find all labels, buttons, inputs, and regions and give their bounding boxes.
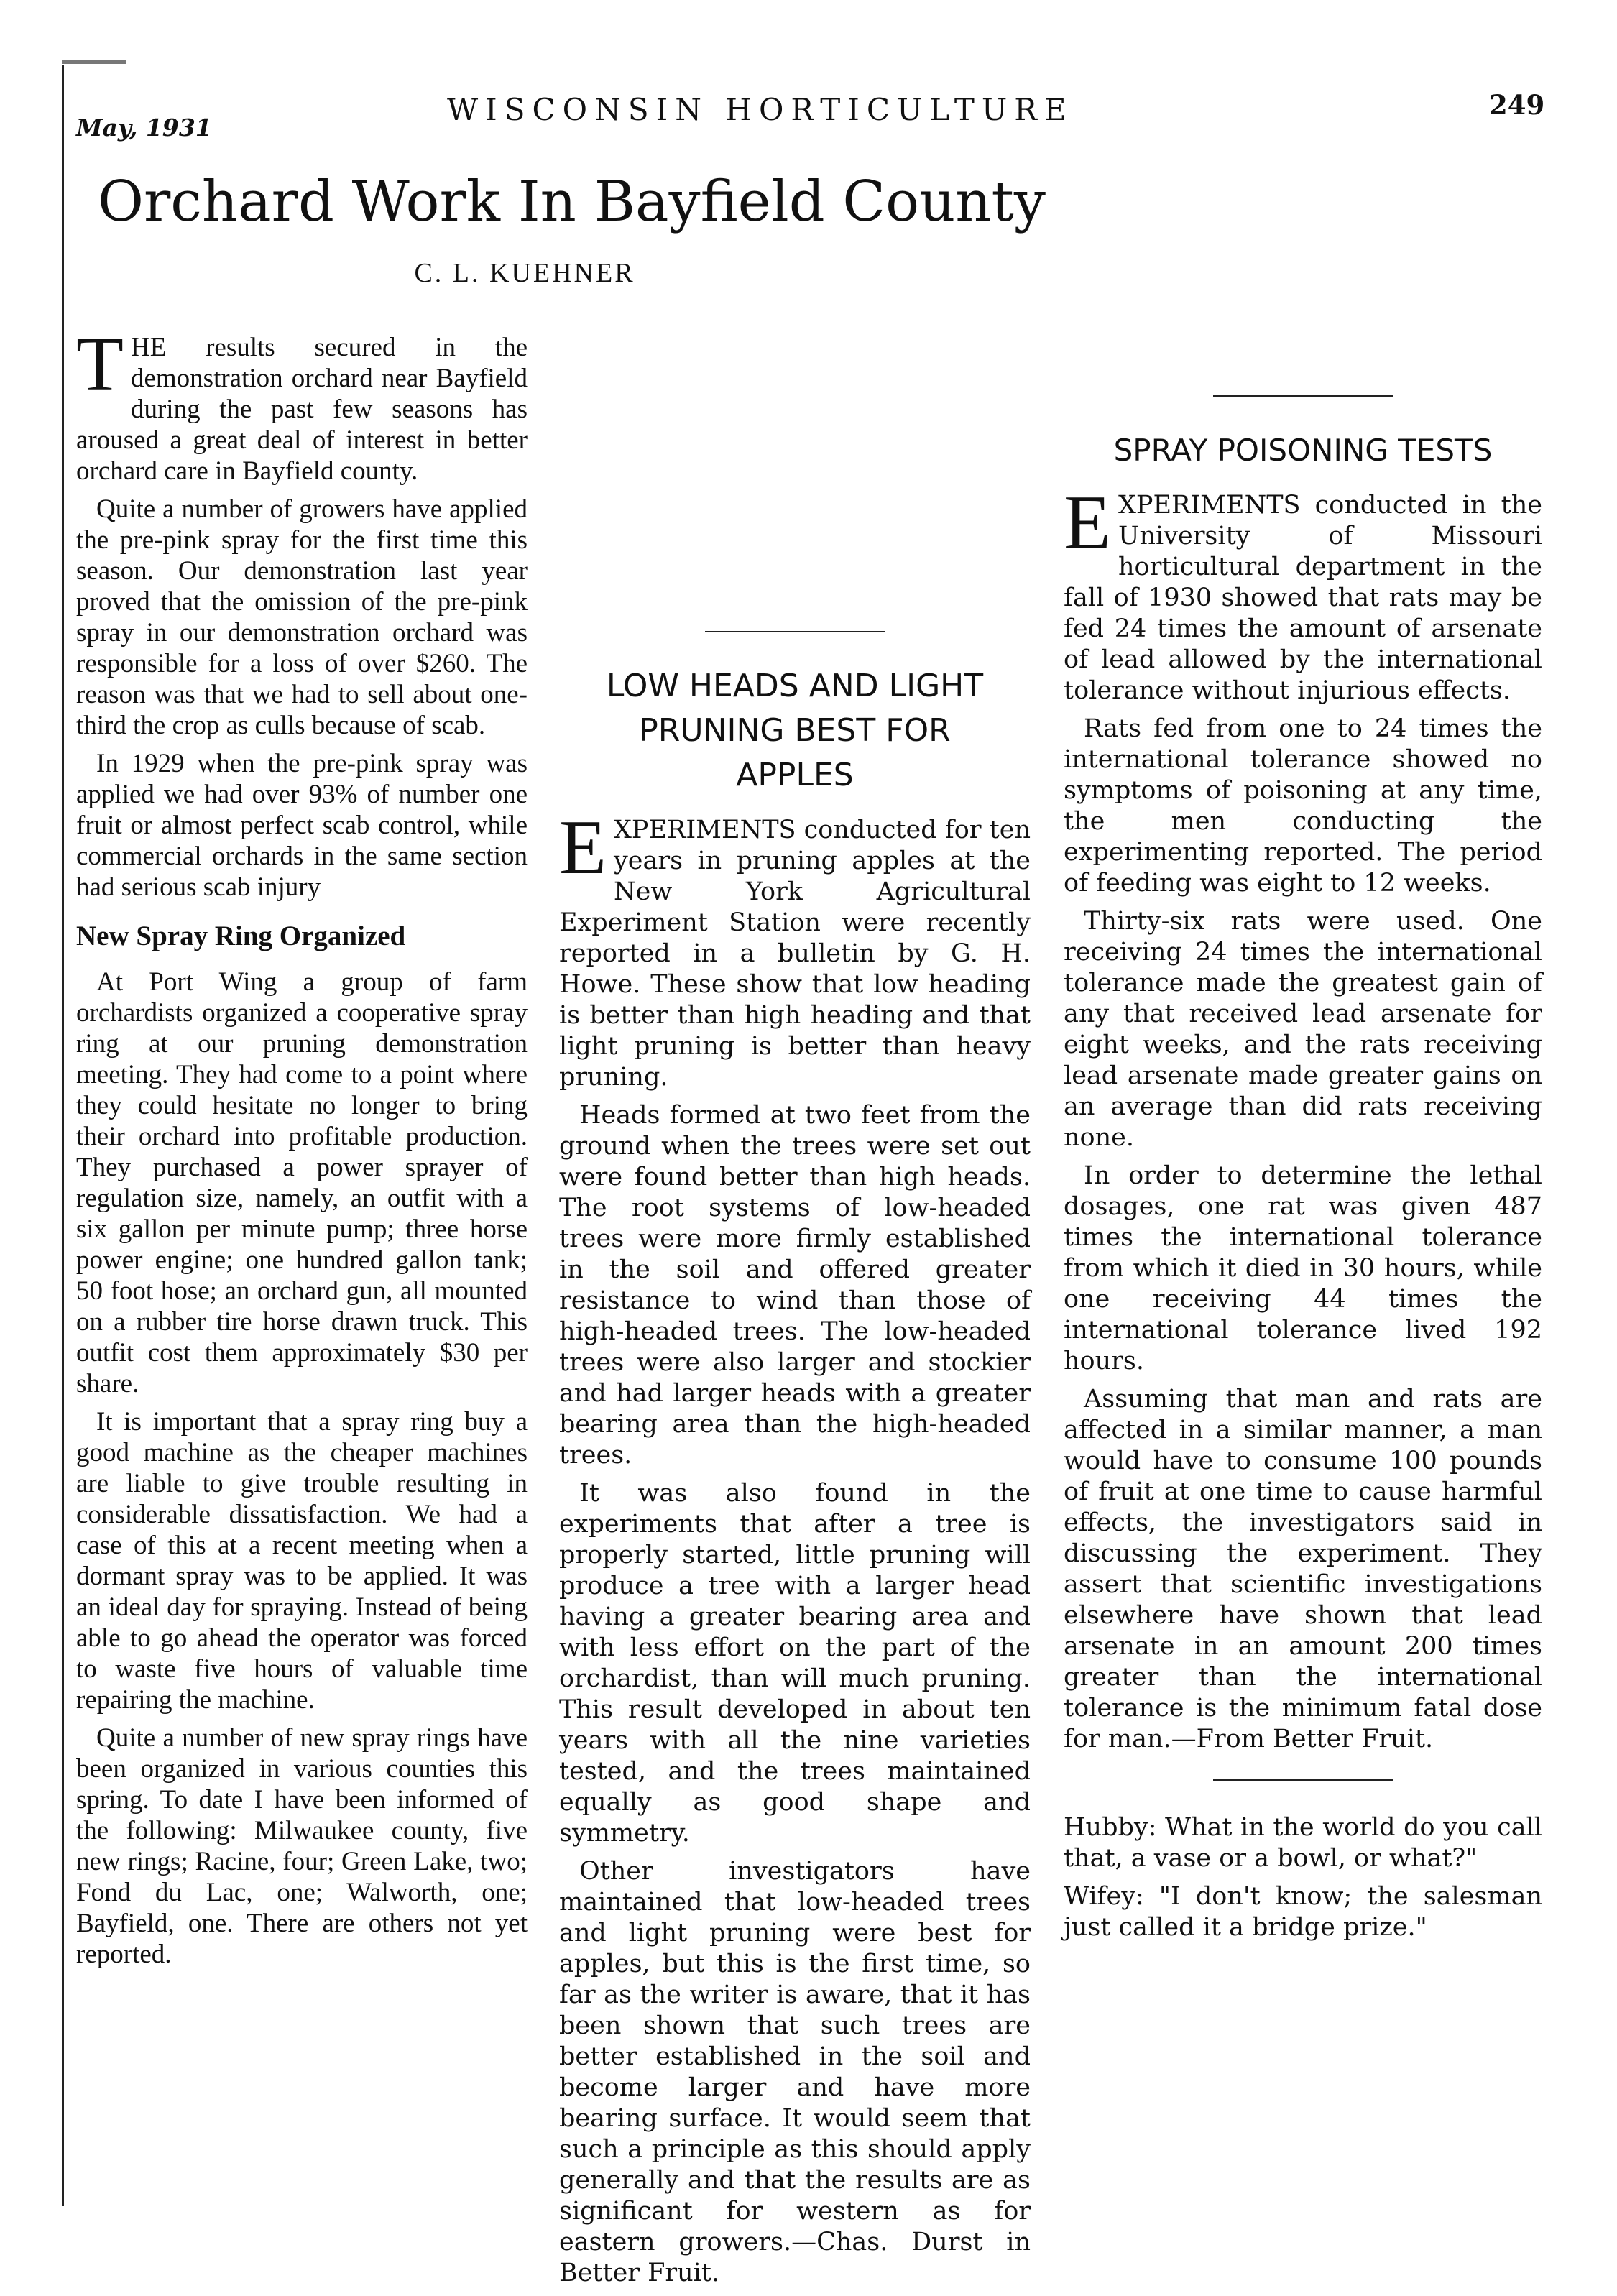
column-2: [559, 329, 1031, 2296]
section-divider: [1213, 1779, 1393, 1781]
issue-date: May, 1931: [76, 114, 212, 142]
joke-line-2: Wifey: "I don't know; the salesman just called it a bridge prize.": [1064, 1882, 1542, 1942]
drop-cap: E: [559, 805, 607, 890]
article1-paragraph-4: At Port Wing a group of farm orchardists organized a cooperative spray ring at our pruning demonstration meeting. They had come to a point where they could hesitate no longer to bring their orchard into profitable production. They purchased a power sprayer of regulation size, namely, an outfit with a six gallon per minute pump; three horse power engine; one hundred gallon tank; 50 foot hose; an orchard gun, all mounted on a rubber tire horse drawn truck. This outfit cost them approximately $30 per share.: [76, 967, 528, 1398]
article2-paragraph-4: Other investigators have maintained that low-headed trees and light pruning were best for apples, but this is the first time, so far as the writer is aware, that it has been shown that such trees are better established in the soil and become larger and have more bearing surface. It would seem that such a principle as this should apply generally and that the results are as significant for western as for eastern growers.—Chas. Durst in Better Fruit.: [559, 1857, 1031, 2287]
article3-paragraph-4: In order to determine the lethal dosages, one rat was given 487 times the international tolerance from which it died in 30 hours, while one receiving 44 times the international tolerance lived 192 hours.: [1064, 1161, 1542, 1375]
running-head: [0, 85, 1617, 142]
page-left-border: [62, 65, 64, 2206]
joke-line-1: Hubby: What in the world do you call that, a vase or a bowl, or what?": [1064, 1813, 1542, 1873]
article-title: Orchard Work In Bayfield County: [98, 170, 1046, 234]
article3-title: SPRAY POISONING TESTS: [1113, 433, 1493, 468]
article1-paragraph-5: It is important that a spray ring buy a good machine as the cheaper machines are liable to give trouble resulting in considerable dissatisfaction. We had a case of this at a recent meeting when a dormant spray was to be applied. It was an ideal day for spraying. Instead of being able to go ahead the operator was forced to waste five hours of valuable time repairing the machine.: [76, 1407, 528, 1715]
article3-paragraph-1: EXPERIMENTS conducted in the University of Missouri horticultural department in the fall of 1930 showed that rats may be fed 24 times the amount of arsenate of lead allowed by the international tolerance without injurious effects.: [1064, 480, 1542, 705]
article1-paragraph-1: THE results secured in the demonstration orchard near Bayfield during the past few seasons has aroused a great deal of interest in better orchard care in Bayfield county.: [76, 322, 528, 486]
article3-paragraph-3: Thirty-six rats were used. One receiving 24 times the international tolerance made the greatest gain of any that received lead arsenate for eight weeks, and the rats receiving lead arsenate made greater gains on an average than did rats receiving none.: [1064, 907, 1542, 1152]
drop-cap: E: [1064, 480, 1111, 566]
section-divider: [705, 631, 885, 632]
section-subheading: New Spray Ring Organized: [76, 921, 406, 951]
article1-paragraph-3: In 1929 when the pre-pink spray was applied we had over 93% of number one fruit or almost perfect scab control, while commercial orchards in the same section had serious scab injury: [76, 749, 528, 902]
drop-cap: T: [76, 322, 124, 407]
section-divider: [1213, 395, 1393, 397]
article-byline: C. L. KUEHNER: [414, 258, 635, 288]
magazine-name: WISCONSIN HORTICULTURE: [447, 92, 1074, 127]
page-number: 249: [1489, 89, 1545, 121]
article2-title: LOW HEADS AND LIGHT PRUNING BEST FOR APPLES: [606, 668, 984, 793]
article1-paragraph-2: Quite a number of growers have applied the pre-pink spray for the first time this season. Our demonstration last year proved that the omission of the pre-pink spray in our demonstration orchard was responsible for a loss of over $260. The reason was that we had to sell about one-third the crop as culls because of scab.: [76, 494, 528, 740]
article3-paragraph-2: Rats fed from one to 24 times the international tolerance showed no symptoms of poisoning at any time, the men conducting the experimenting reported. The period of feeding was eight to 12 weeks.: [1064, 714, 1542, 898]
article2-paragraph-1: EXPERIMENTS conducted for ten years in pruning apples at the New York Agricultural Experiment Station were recently reported in a bulletin by G. H. Howe. These show that low heading is better than high heading and that light pruning is better than heavy pruning.: [559, 805, 1031, 1092]
page-corner-mark: [62, 60, 126, 64]
article3-paragraph-5: Assuming that man and rats are affected in a similar manner, a man would have to consume 100 pounds of fruit at one time to cause harmful effects, the investigators said in discussing the experiment. They assert that scientific investigations elsewhere have shown that lead arsenate in an amount 200 times greater than the international tolerance is the minimum fatal dose for man.—From Better Fruit.: [1064, 1385, 1542, 1753]
article2-paragraph-2: Heads formed at two feet from the ground when the trees were set out were found better than high heads. The root systems of low-headed trees were more firmly established in the soil and offered greater resistance to wind than those of high-headed trees. The low-headed trees were also larger and stockier and had larger heads with a greater bearing area than the high-headed trees.: [559, 1101, 1031, 1470]
column-1: [76, 322, 528, 1977]
article2-paragraph-3: It was also found in the experiments that after a tree is properly started, little pruning will produce a tree with a larger head having a greater bearing area and with less effort on the part of the orchardist, than will much pruning. This result developed in about ten years with all the nine varieties tested, and the trees maintained equally as good shape and symmetry.: [559, 1479, 1031, 1848]
article1-paragraph-6: Quite a number of new spray rings have been organized in various counties this spring. To date I have been informed of the following: Milwaukee county, five new rings; Racine, four; Green Lake, two; Fond du Lac, one; Walworth, one; Bayfield, one. There are others not yet reported.: [76, 1723, 528, 1969]
column-3: [1064, 158, 1542, 1950]
